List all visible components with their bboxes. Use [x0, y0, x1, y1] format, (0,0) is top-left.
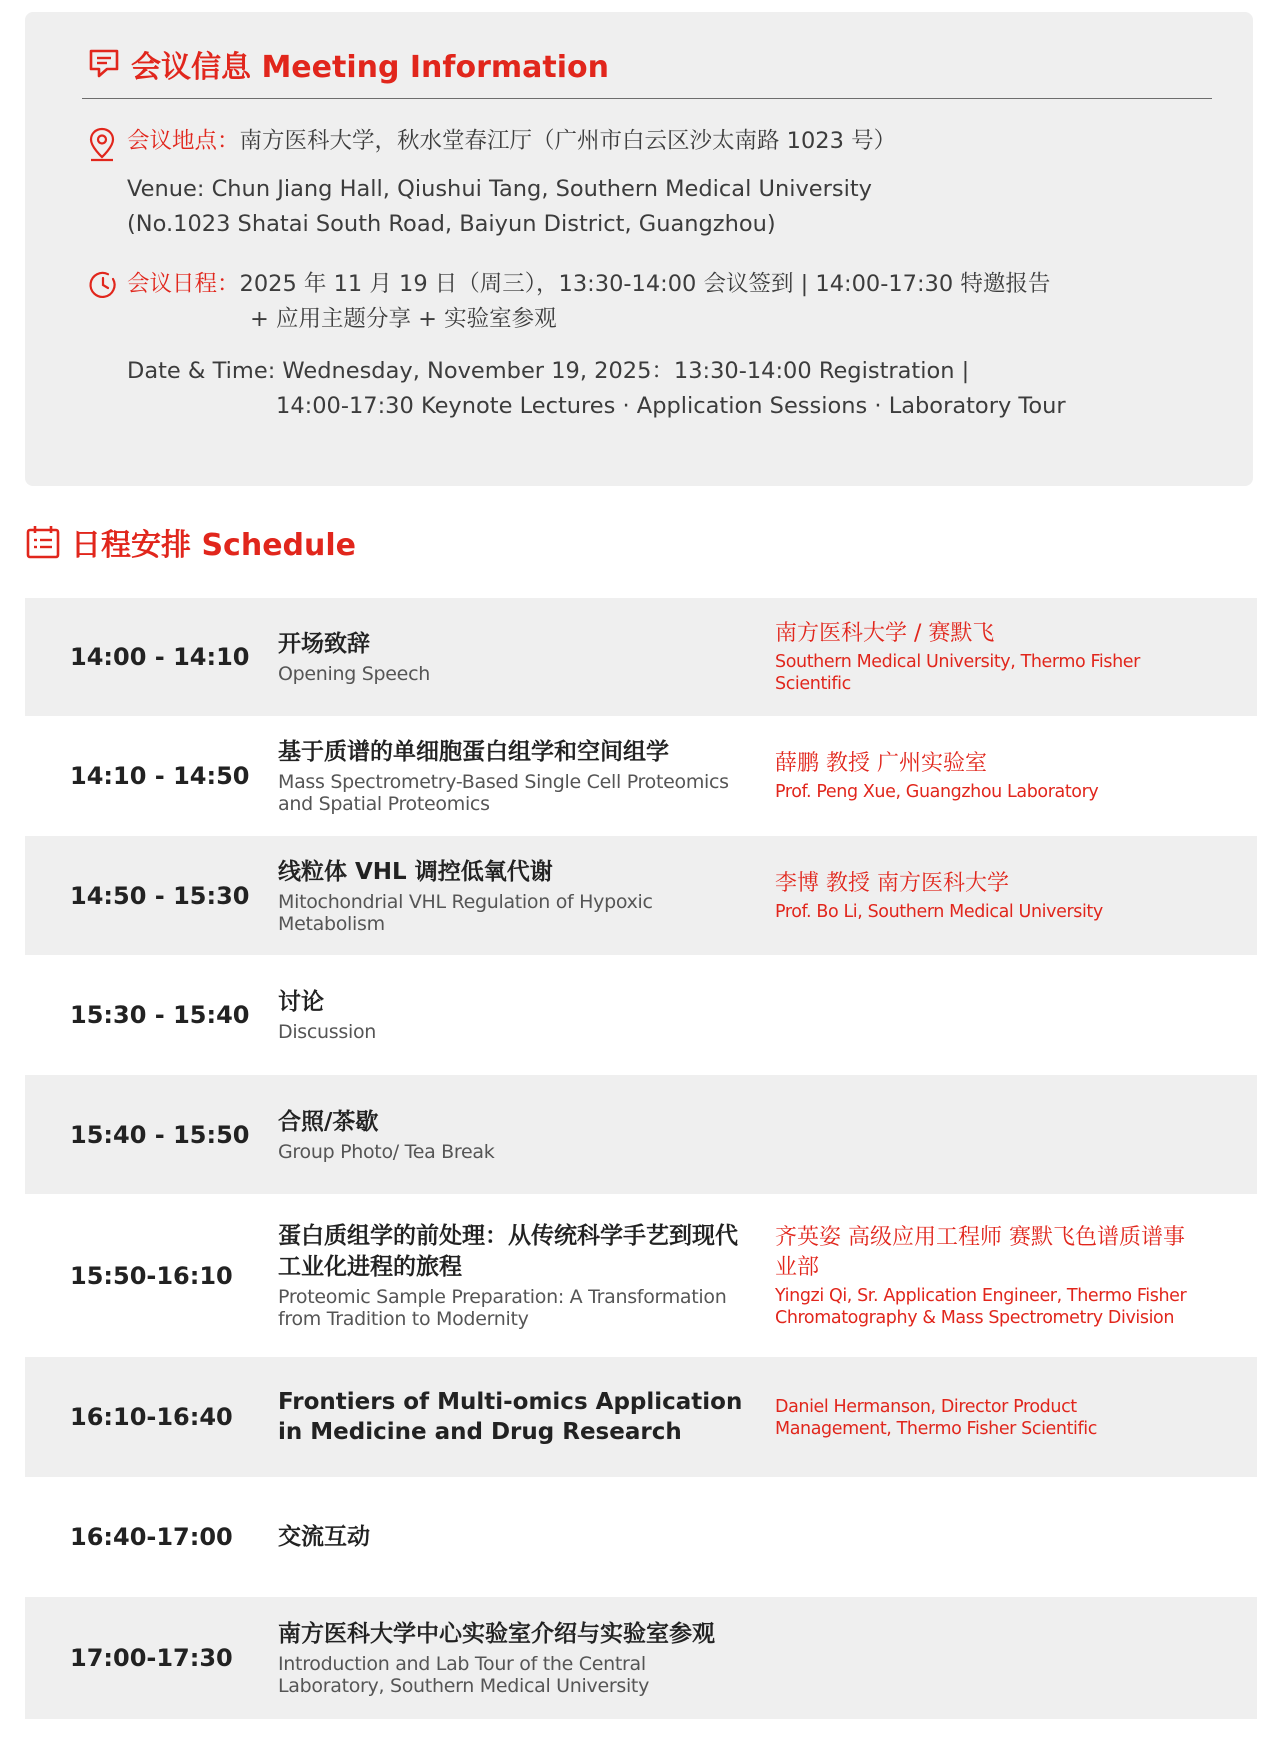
clock-icon — [88, 270, 118, 300]
date-cn: 2025 年 11 月 19 日（周三），13:30-14:00 会议签到 | 14:00-17:30 特邀报告 — [239, 271, 1051, 297]
venue-en-line1: Venue: Chun Jiang Hall, Qiushui Tang, Southern Medical University — [127, 176, 872, 202]
speaker-cn: 李博 教授 南方医科大学 — [775, 870, 1009, 896]
speaker-en: Daniel Hermanson, Director Product Management, Thermo Fisher Scientific — [775, 1397, 1097, 1439]
schedule-time: 15:50-16:10 — [70, 1261, 233, 1290]
topic-cn: 交流互动 — [278, 1523, 370, 1550]
meeting-info-heading — [87, 42, 609, 86]
schedule-row — [25, 836, 1257, 955]
topic-en: Proteomic Sample Preparation: A Transformation from Tradition to Modernity — [278, 1286, 727, 1330]
schedule-time: 15:40 - 15:50 — [70, 1120, 250, 1149]
topic-en: Mitochondrial VHL Regulation of Hypoxic Metabolism — [278, 890, 653, 935]
venue-cn: 南方医科大学，秋水堂春江厅（广州市白云区沙太南路 1023 号） — [239, 128, 897, 154]
schedule-heading — [25, 520, 356, 564]
schedule-topic — [278, 716, 748, 836]
schedule-topic — [278, 1597, 798, 1719]
schedule-speaker — [775, 1357, 1195, 1477]
schedule-time: 14:50 - 15:30 — [70, 881, 250, 910]
schedule-row — [25, 1194, 1257, 1357]
schedule-time: 17:00-17:30 — [70, 1644, 233, 1672]
topic-cn: 合照/茶歇 — [278, 1108, 379, 1135]
speaker-cn: 南方医科大学 / 赛默飞 — [775, 621, 995, 646]
speaker-en: Yingzi Qi, Sr. Application Engineer, Thermo Fisher Chromatography & Mass Spectrometry Division — [775, 1285, 1187, 1328]
schedule-topic — [278, 836, 748, 955]
speaker-en: Southern Medical University, Thermo Fisher Scientific — [775, 652, 1140, 694]
topic-cn: 基于质谱的单细胞蛋白组学和空间组学 — [278, 739, 669, 765]
schedule-topic — [278, 1194, 748, 1357]
schedule-title: 日程安排 Schedule — [71, 528, 356, 563]
schedule-row — [25, 716, 1257, 836]
topic-cn: 讨论 — [278, 989, 324, 1015]
schedule-topic — [278, 1357, 748, 1477]
speaker-en: Prof. Bo Li, Southern Medical University — [775, 901, 1103, 922]
topic-en: Group Photo/ Tea Break — [278, 1140, 495, 1163]
schedule-speaker — [775, 1194, 1195, 1357]
speaker-cn: 齐英姿 高级应用工程师 赛默飞色谱质谱事业部 — [775, 1224, 1185, 1280]
schedule-speaker — [775, 716, 1195, 836]
topic-en: Opening Speech — [278, 663, 430, 685]
topic-cn: 开场致辞 — [278, 631, 370, 657]
topic-cn: 线粒体 VHL 调控低氧代谢 — [278, 858, 553, 885]
schedule-table — [25, 598, 1257, 1719]
divider — [82, 98, 1212, 99]
speaker-en: Prof. Peng Xue, Guangzhou Laboratory — [775, 782, 1099, 802]
topic-en: Discussion — [278, 1021, 377, 1043]
topic-cn: 蛋白质组学的前处理：从传统科学手艺到现代工业化进程的旅程 — [278, 1223, 738, 1280]
schedule-time: 15:30 - 15:40 — [70, 1001, 250, 1029]
schedule-row — [25, 1357, 1257, 1477]
topic-en: Frontiers of Multi-omics Application in Medicine and Drug Research — [278, 1389, 743, 1445]
date-cn-line2: + 应用主题分享 + 实验室参观 — [250, 306, 557, 332]
schedule-topic — [278, 1075, 748, 1194]
schedule-time: 16:10-16:40 — [70, 1403, 233, 1431]
schedule-speaker — [775, 598, 1195, 716]
chat-bubble-icon — [87, 47, 121, 81]
schedule-speaker — [775, 836, 1195, 955]
meeting-info-card — [25, 12, 1253, 486]
schedule-topic — [278, 598, 748, 716]
schedule-row — [25, 1597, 1257, 1719]
topic-en: Introduction and Lab Tour of the Central Laboratory, Southern Medical University — [278, 1653, 650, 1697]
venue-label: 会议地点： — [127, 128, 240, 154]
schedule-topic — [278, 955, 748, 1075]
meeting-info-title: 会议信息 Meeting Information — [131, 50, 609, 85]
schedule-time: 14:10 - 14:50 — [70, 762, 250, 790]
schedule-row — [25, 598, 1257, 716]
date-en-line1: Date & Time: Wednesday, November 19, 2025：13:30-14:00 Registration | — [127, 358, 970, 384]
schedule-time: 16:40-17:00 — [70, 1523, 233, 1551]
calendar-list-icon — [25, 524, 61, 560]
schedule-row — [25, 1477, 1257, 1597]
date-en-line2: 14:00-17:30 Keynote Lectures · Application Sessions · Laboratory Tour — [276, 393, 1066, 419]
topic-cn: 南方医科大学中心实验室介绍与实验室参观 — [278, 1621, 715, 1647]
speaker-cn: 薛鹏 教授 广州实验室 — [775, 751, 987, 776]
date-label: 会议日程： — [127, 271, 240, 297]
venue-cn-line — [127, 124, 896, 159]
venue-en-line2: (No.1023 Shatai South Road, Baiyun District, Guangzhou) — [127, 211, 776, 237]
location-pin-icon — [87, 126, 117, 162]
schedule-row — [25, 1075, 1257, 1194]
topic-en: Mass Spectrometry-Based Single Cell Proteomics and Spatial Proteomics — [278, 771, 729, 815]
date-cn-line1 — [127, 267, 1050, 302]
schedule-row — [25, 955, 1257, 1075]
schedule-topic — [278, 1477, 748, 1597]
schedule-time: 14:00 - 14:10 — [70, 643, 250, 671]
